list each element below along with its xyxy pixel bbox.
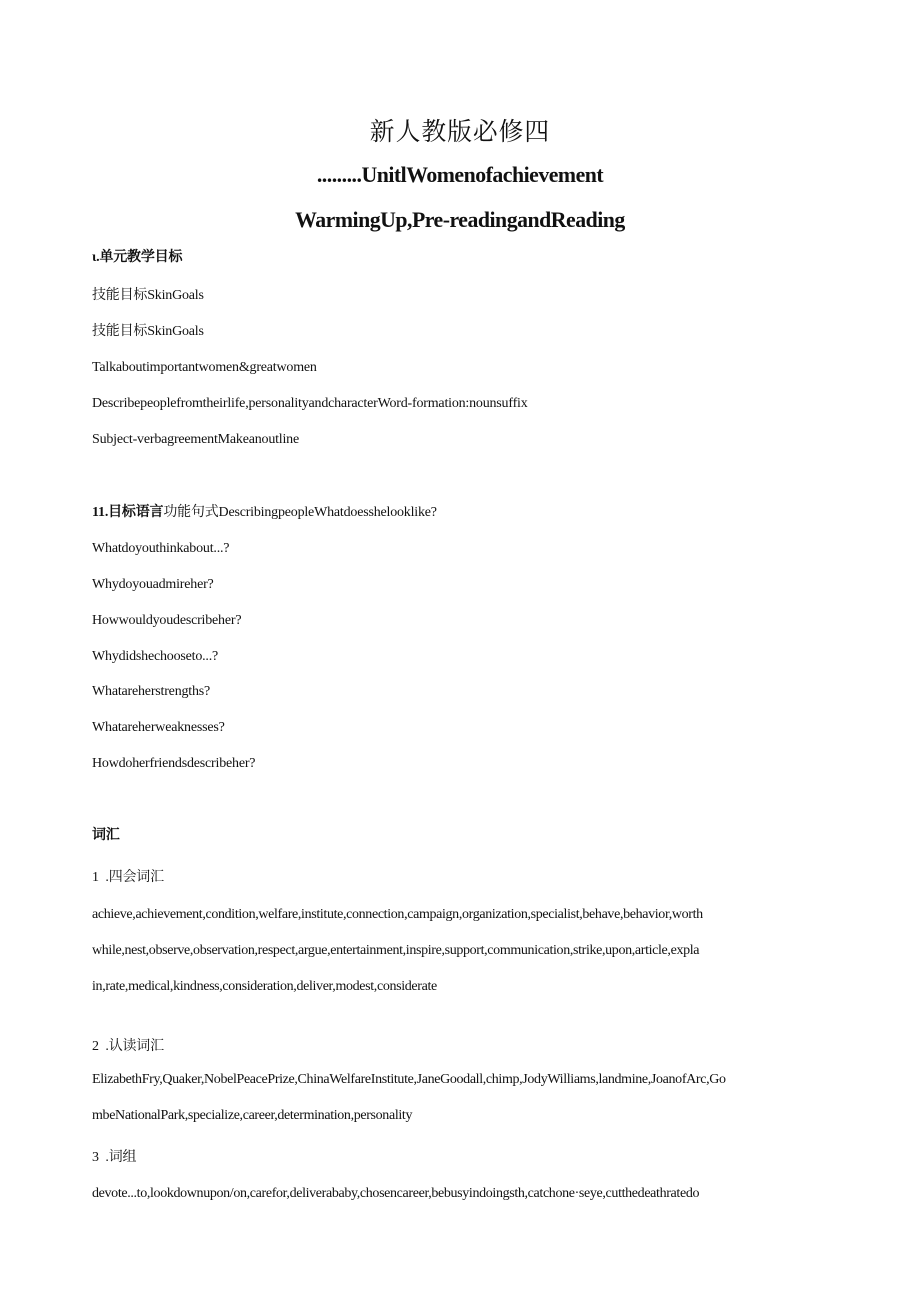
skill-goals-line: 技能目标SkinGoals	[92, 324, 204, 339]
goal-line: Describepeoplefromtheirlife,personalityandcharacterWord-formation:nounsuffix	[92, 396, 528, 411]
subsection-title: 2 .认读词汇	[92, 1039, 164, 1054]
section-heading-target-language	[92, 501, 437, 521]
document-title: 新人教版必修四	[369, 119, 551, 146]
question-line: Whydidshechooseto...?	[92, 649, 219, 664]
vocab-line: achieve,achievement,condition,welfare,institute,connection,campaign,organization,specialist,behave,behavior,worth	[92, 907, 703, 922]
section-heading-teaching-goals: ι.单元教学目标	[92, 250, 183, 265]
subsection-title: 1 .四会词汇	[92, 870, 164, 885]
question-line: Whatareherweaknesses?	[92, 720, 225, 735]
question-line: Howwouldyoudescribeher?	[92, 613, 242, 628]
vocab-line: in,rate,medical,kindness,consideration,deliver,modest,considerate	[92, 979, 437, 994]
vocab-line: while,nest,observe,observation,respect,argue,entertainment,inspire,support,communication,strike,upon,article,expla	[92, 943, 700, 958]
functional-sentences-label: 功能句式DescribingpeopleWhatdoesshelooklike?	[163, 505, 437, 520]
vocab-line: devote...to,lookdownupon/on,carefor,deliverababy,chosencareer,bebusyindoingsth,catchone·seye,cutthedeathratedo	[92, 1186, 700, 1201]
goal-line: Talkaboutimportantwomen&greatwomen	[92, 360, 317, 375]
subsection-title: 3 .词组	[92, 1150, 137, 1165]
goal-line: Subject-verbagreementMakeanoutline	[92, 432, 300, 447]
lesson-title: WarmingUp,Pre-readingandReading	[295, 207, 625, 232]
vocab-line: mbeNationalPark,specialize,career,determination,personality	[92, 1108, 413, 1123]
question-line: Whatareherstrengths?	[92, 684, 211, 699]
question-line: Howdoherfriendsdescribeher?	[92, 756, 256, 771]
section-heading-vocabulary: 词汇	[92, 828, 120, 843]
question-line: Whydoyouadmireher?	[92, 577, 214, 592]
vocab-line: ElizabethFry,Quaker,NobelPeacePrize,ChinaWelfareInstitute,JaneGoodall,chimp,JodyWilliams,landmine,JoanofArc,Go	[92, 1072, 726, 1087]
unit-title: .........UnitlWomenofachievement	[316, 162, 604, 187]
question-line: Whatdoyouthinkabout...?	[92, 541, 230, 556]
target-language-label: 11.目标语言	[92, 505, 164, 520]
skill-goals-line: 技能目标SkinGoals	[92, 288, 204, 303]
